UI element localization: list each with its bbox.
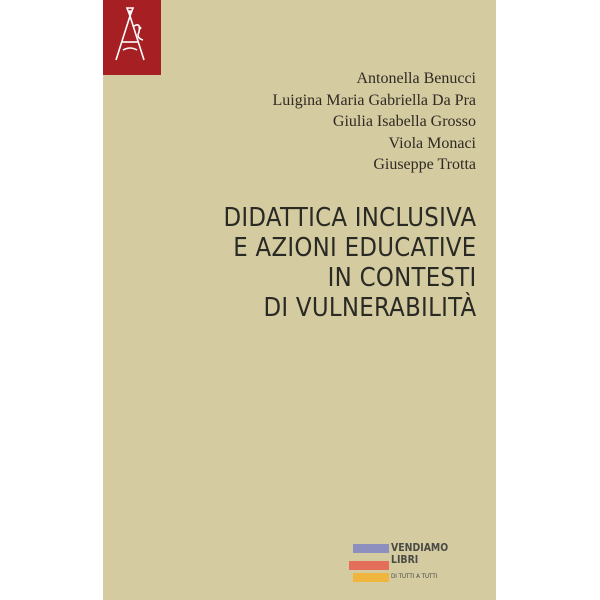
author-name: Viola Monaci — [388, 134, 476, 152]
stacked-books-icon — [349, 540, 391, 586]
author-name: Giuseppe Trotta — [373, 156, 476, 173]
publisher-logo-icon — [103, 0, 161, 75]
author-name: Giulia Isabella Grosso — [332, 113, 476, 130]
badge-line: VENDIAMO — [391, 541, 449, 554]
authors-list — [273, 68, 476, 176]
publisher-logo — [103, 0, 161, 75]
badge-line: LIBRI — [391, 553, 419, 566]
book-title — [223, 203, 476, 323]
book-bar — [353, 544, 389, 553]
title-line: IN CONTESTI — [327, 263, 476, 293]
badge-text — [391, 542, 448, 566]
author-name: Antonella Benucci — [356, 70, 476, 87]
book-bar — [353, 573, 389, 582]
badge-tagline: DI TUTTI A TUTTI — [391, 572, 438, 580]
book-bar — [349, 561, 389, 570]
vendiamo-libri-badge — [349, 540, 484, 586]
title-line: DIDATTICA INCLUSIVA — [223, 203, 476, 233]
author-name: Luigina Maria Gabriella Da Pra — [272, 91, 476, 109]
title-line: E AZIONI EDUCATIVE — [232, 233, 476, 263]
title-line: DI VULNERABILITÀ — [262, 293, 476, 323]
